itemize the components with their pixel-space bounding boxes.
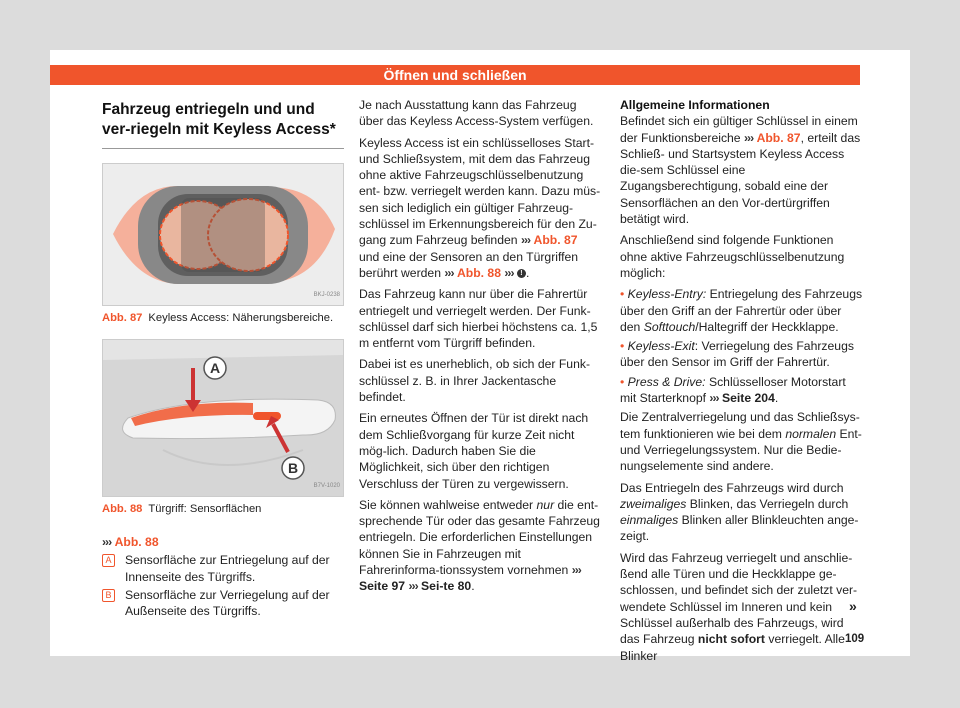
continue-marker: » <box>849 598 857 614</box>
page-number: 109 <box>845 633 865 645</box>
legend-text: Sensorfläche zur Verriegelung auf der Außenseite des Türgriffs. <box>125 587 330 619</box>
door-handle-illustration <box>103 340 343 496</box>
figure-caption <box>102 311 344 325</box>
paragraph: Dabei ist es unerheblich, ob sich der Funk-schlüssel z. B. in Ihrer Jackentasche befindet. <box>359 357 591 405</box>
bullet-dot-icon: • <box>620 374 625 389</box>
paragraph: Keyless Access ist ein schlüsselloses Start- und Schließsystem, mit dem das Fahrzeug ohne aktive Fahrzeugschlüsselbenutzung ent- bzw. verriegelt werden kann. Dazu müs-sen sich lediglich ein gültiger Fahrzeug-schlüssel im Erkennungsbereich für den Zu-gang zum Fahrzeug befinden ››› Abb. 87 und eine der Sensoren an den Türgriffen berührt werden ››› Abb. 88 ››› ! . <box>359 135 601 280</box>
figure-caption-text: Türgriff: Sensorflächen <box>148 503 262 515</box>
ref-link[interactable]: Abb. 87 <box>756 130 801 145</box>
chapter-header: Öffnen und schließen <box>50 65 860 85</box>
legend-ref-link[interactable]: Abb. 88 <box>114 535 159 549</box>
column-right <box>620 97 863 669</box>
legend-key-a: A <box>102 554 115 567</box>
ref-link[interactable]: Abb. 88 <box>456 265 501 280</box>
figure-number: Abb. 88 <box>102 503 143 515</box>
legend-key-b: B <box>102 589 115 602</box>
figure-caption <box>102 502 344 516</box>
paragraph: Das Entriegeln des Fahrzeugs wird durch zweimaliges Blinken, das Verriegeln durch einmaliges Blinken aller Blinkleuchten ange-zeigt. <box>620 480 859 544</box>
car-topview-illustration <box>103 164 343 305</box>
figure-door-handle-sensors <box>102 339 344 497</box>
column-middle <box>359 97 601 600</box>
legend-item <box>102 552 344 585</box>
paragraph: Je nach Ausstattung kann das Fahrzeug über das Keyless Access-System verfügen. <box>359 98 594 129</box>
paragraph: Anschließend sind folgende Funktionen ohne aktive Fahrzeugschlüsselbenutzung möglich: <box>620 233 845 280</box>
bullet-item: • Keyless-Entry: Entriegelung des Fahrzeugs über den Griff an der Fahrertür oder über den Softtouch/Haltegriff der Heckklappe. <box>620 287 863 334</box>
label-b: B <box>287 460 299 476</box>
ref-link[interactable]: Seite 97 <box>359 579 406 594</box>
figure-number: Abb. 87 <box>102 312 143 324</box>
paragraph: Wird das Fahrzeug verriegelt und anschlie-ßend alle Türen und die Heckklappe ge-schlossen, und befindet sich der zuletzt ver-wendete Schlüssel im Inneren und kein Schlüssel außerhalb des Fahrzeugs, wird das Fahrzeug nicht sofort verriegelt. Alle Blinker <box>620 550 858 663</box>
paragraph: Das Fahrzeug kann nur über die Fahrertür entriegelt und verriegelt werden. Der Funk-schlüssel darf sich hierbei höchstens ca. 1,5 m entfernt vom Türgriff befinden. <box>359 287 598 351</box>
bullet-dot-icon: • <box>620 339 625 354</box>
warning-icon: ! <box>517 269 526 278</box>
bullet-dot-icon: • <box>620 287 625 302</box>
ref-link[interactable]: Seite 204 <box>722 391 775 406</box>
ref-link[interactable]: Sei-te 80 <box>421 579 472 594</box>
paragraph: Sie können wahlweise entweder nur die ent-sprechende Tür oder das gesamte Fahrzeug entriegeln. Die erforderlichen Einstellungen können Sie in Fahrzeugen mit Fahrerinforma-tionssystem vornehmen ››› Seite 97 ››› Sei-te 80. <box>359 497 600 594</box>
bullet-item: • Keyless-Exit: Verriegelung des Fahrzeugs über den Sensor im Griff der Fahrertür. <box>620 339 854 370</box>
column-left <box>102 100 344 619</box>
subheading: Allgemeine Informationen <box>620 98 770 112</box>
paragraph: Ein erneutes Öffnen der Tür ist direkt nach dem Schließvorgang für kurze Zeit nicht mög-lich. Dadurch haben Sie die Möglichkeit, sich über den richtigen Verschluss der Türen zu vergewissern. <box>359 411 589 491</box>
legend-text: Sensorfläche zur Entriegelung auf der Innenseite des Türgriffs. <box>125 553 330 584</box>
figure-caption-text: Keyless Access: Näherungsbereiche. <box>148 312 334 324</box>
figure-keyless-ranges <box>102 163 344 306</box>
bullet-item: • Press & Drive: Schlüsselloser Motorstart mit Starterknopf ››› Seite 204. <box>620 374 846 406</box>
paragraph: Die Zentralverriegelung und das Schließsys-tem funktionieren wie bei dem normalen Ent- und Verriegelungssystem. Nur die Bedie-nungselemente sind andere. <box>620 410 862 474</box>
label-a: A <box>209 360 221 376</box>
ref-link[interactable]: Abb. 87 <box>533 233 578 248</box>
paragraph: Befindet sich ein gültiger Schlüssel in einem der Funktionsbereiche ››› Abb. 87, erteilt das Schließ- und Startsystem Keyless Access die-sem Schlüssel eine Zugangsberechtigung, sobald eine der Sensorflächen an den Vor-dertürgriffen betätigt wird. <box>620 114 861 227</box>
legend-heading: ››› Abb. 88 <box>102 535 159 549</box>
legend-item <box>102 587 344 620</box>
figure-code: BKJ-0238 <box>313 291 340 298</box>
section-title: Fahrzeug entriegeln und und ver-riegeln mit Keyless Access* <box>102 100 344 149</box>
figure-code: B7V-1020 <box>313 482 340 489</box>
